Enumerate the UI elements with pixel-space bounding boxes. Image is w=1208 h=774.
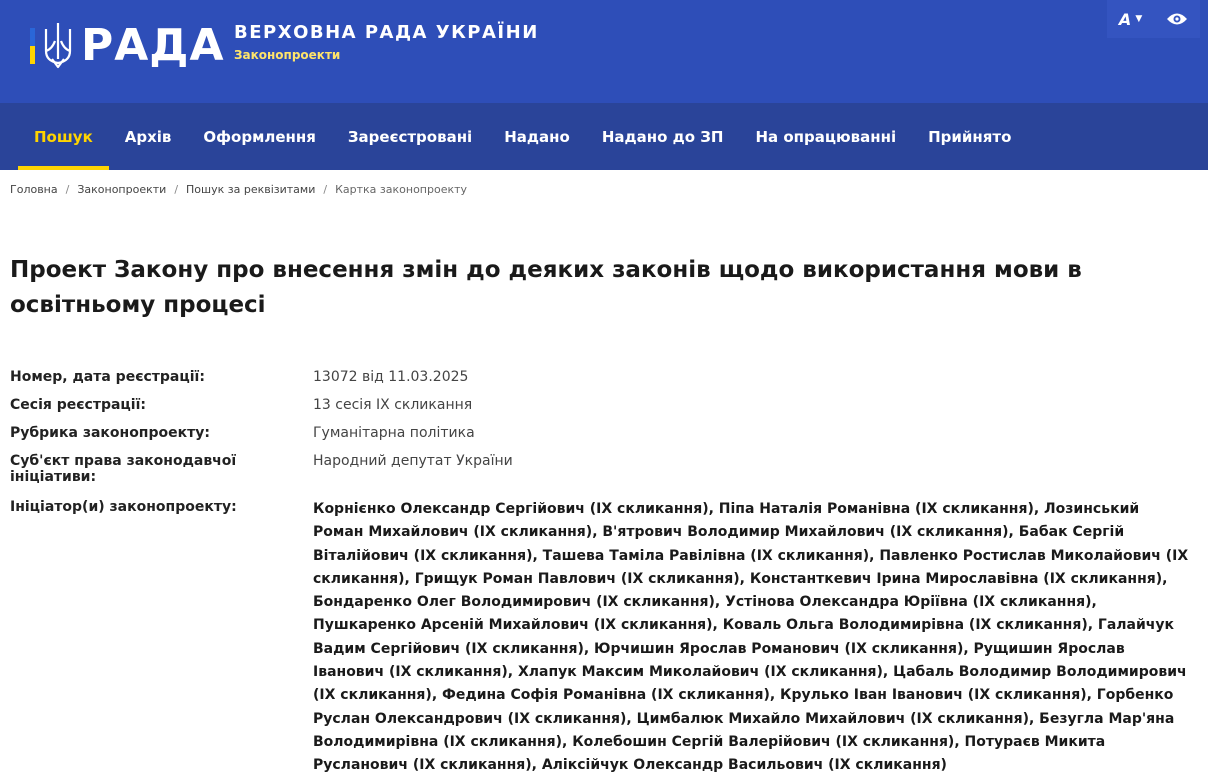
session-label: Сесія реєстрації: [10, 397, 147, 413]
chevron-down-icon: ▼ [1135, 14, 1143, 24]
subject-value: Народний депутат України [313, 453, 513, 469]
org-subtitle[interactable]: Законопроекти [234, 48, 341, 62]
flag-icon [30, 28, 35, 64]
nav-item-submitted[interactable] [488, 103, 586, 170]
nav-item-archive[interactable] [109, 103, 188, 170]
reg-number-label: Номер, дата реєстрації: [10, 369, 205, 385]
nav-item-label: Архів [124, 127, 172, 146]
eye-icon[interactable] [1166, 11, 1188, 27]
nav-item-label: На опрацюванні [755, 127, 897, 146]
nav-item-label: Зареєстровані [347, 127, 473, 146]
nav-item-registered[interactable] [332, 103, 488, 170]
trident-icon [43, 21, 73, 71]
nav-item-label: Пошук [34, 127, 93, 146]
font-size-label: A [1118, 9, 1132, 29]
breadcrumb-separator: / [174, 183, 179, 196]
org-name: ВЕРХОВНА РАДА УКРАЇНИ [234, 22, 539, 43]
font-size-toggle[interactable] [1119, 10, 1142, 29]
initiators-label: Ініціатор(и) законопроекту: [10, 499, 237, 515]
breadcrumb-home[interactable]: Головна [10, 183, 58, 196]
rubric-value: Гуманітарна політика [313, 425, 475, 441]
breadcrumb-bills[interactable]: Законопроекти [77, 183, 167, 196]
breadcrumb-search[interactable]: Пошук за реквізитами [186, 183, 316, 196]
org-title-block [234, 22, 539, 62]
nav-item-label: Надано [504, 127, 570, 146]
breadcrumb-current: Картка законопроекту [335, 183, 468, 196]
subject-label: Суб'єкт права законодавчої ініціативи: [10, 453, 237, 485]
page-title: Проект Закону про внесення змін до деяких законів щодо використання мови в освітньому процесі [10, 257, 1082, 318]
nav-item-search[interactable] [18, 103, 109, 170]
nav-item-label: Надано до ЗП [601, 127, 724, 146]
breadcrumb [10, 183, 467, 196]
site-logo[interactable] [30, 18, 225, 74]
nav-item-label: Оформлення [203, 127, 316, 146]
breadcrumb-separator: / [323, 183, 328, 196]
main-navigation [0, 103, 1208, 170]
accessibility-toolbar [1107, 0, 1200, 38]
nav-item-drafting[interactable] [187, 103, 331, 170]
reg-number-value: 13072 від 11.03.2025 [313, 369, 469, 385]
rubric-label: Рубрика законопроекту: [10, 425, 210, 441]
site-header [0, 0, 1208, 103]
nav-item-label: Прийнято [928, 127, 1012, 146]
nav-item-processing[interactable] [739, 103, 912, 170]
initiators-value: Корнієнко Олександр Сергійович (IX скликання), Піпа Наталія Романівна (IX скликання), Лозинський Роман Михайлович (IX скликання), В'ятрович Володимир Михайлович (IX скликання), Бабак Сергій Віталійович (IX скликання), Ташева Таміла Равілівна (IX скликання), Павленко Ростислав Миколайович (IX скликання), Грищук Роман Павлович (IX скликання), Константкевич Ірина Мирославівна (IX скликання), Бондаренко Олег Володимирович (IX скликання), Устінова Олександра Юріївна (IX скликання), Пушкаренко Арсеній Михайлович (IX скликання), Коваль Ольга Володимирівна (IX скликання), Галайчук Вадим Сергійович (IX скликання), Юрчишин Ярослав Романович (IX скликання), Рущишин Ярослав Іванович (IX скликання), Хлапук Максим Миколайович (IX скликання), Цабаль Володимир Володимирович (IX скликання), Федина Софія Романівна (IX скликання), Крулько Іван Іванович (IX скликання), Горбенко Руслан Олександрович (IX скликання), Цимбалюк Михайло Михайлович (IX скликання), Безугла Мар'яна Володимирівна (IX скликання), Колебошин Сергій Валерійович (IX скликання), Потураєв Микита Русланович (IX скликання), Аліксійчук Олександр Васильович (IX скликання) [313, 501, 1189, 774]
breadcrumb-separator: / [65, 183, 70, 196]
session-value: 13 сесія IX скликання [313, 397, 473, 413]
logo-wordmark: РАДА [81, 20, 225, 71]
nav-item-adopted[interactable] [912, 103, 1027, 170]
nav-item-submitted-zp[interactable] [586, 103, 740, 170]
